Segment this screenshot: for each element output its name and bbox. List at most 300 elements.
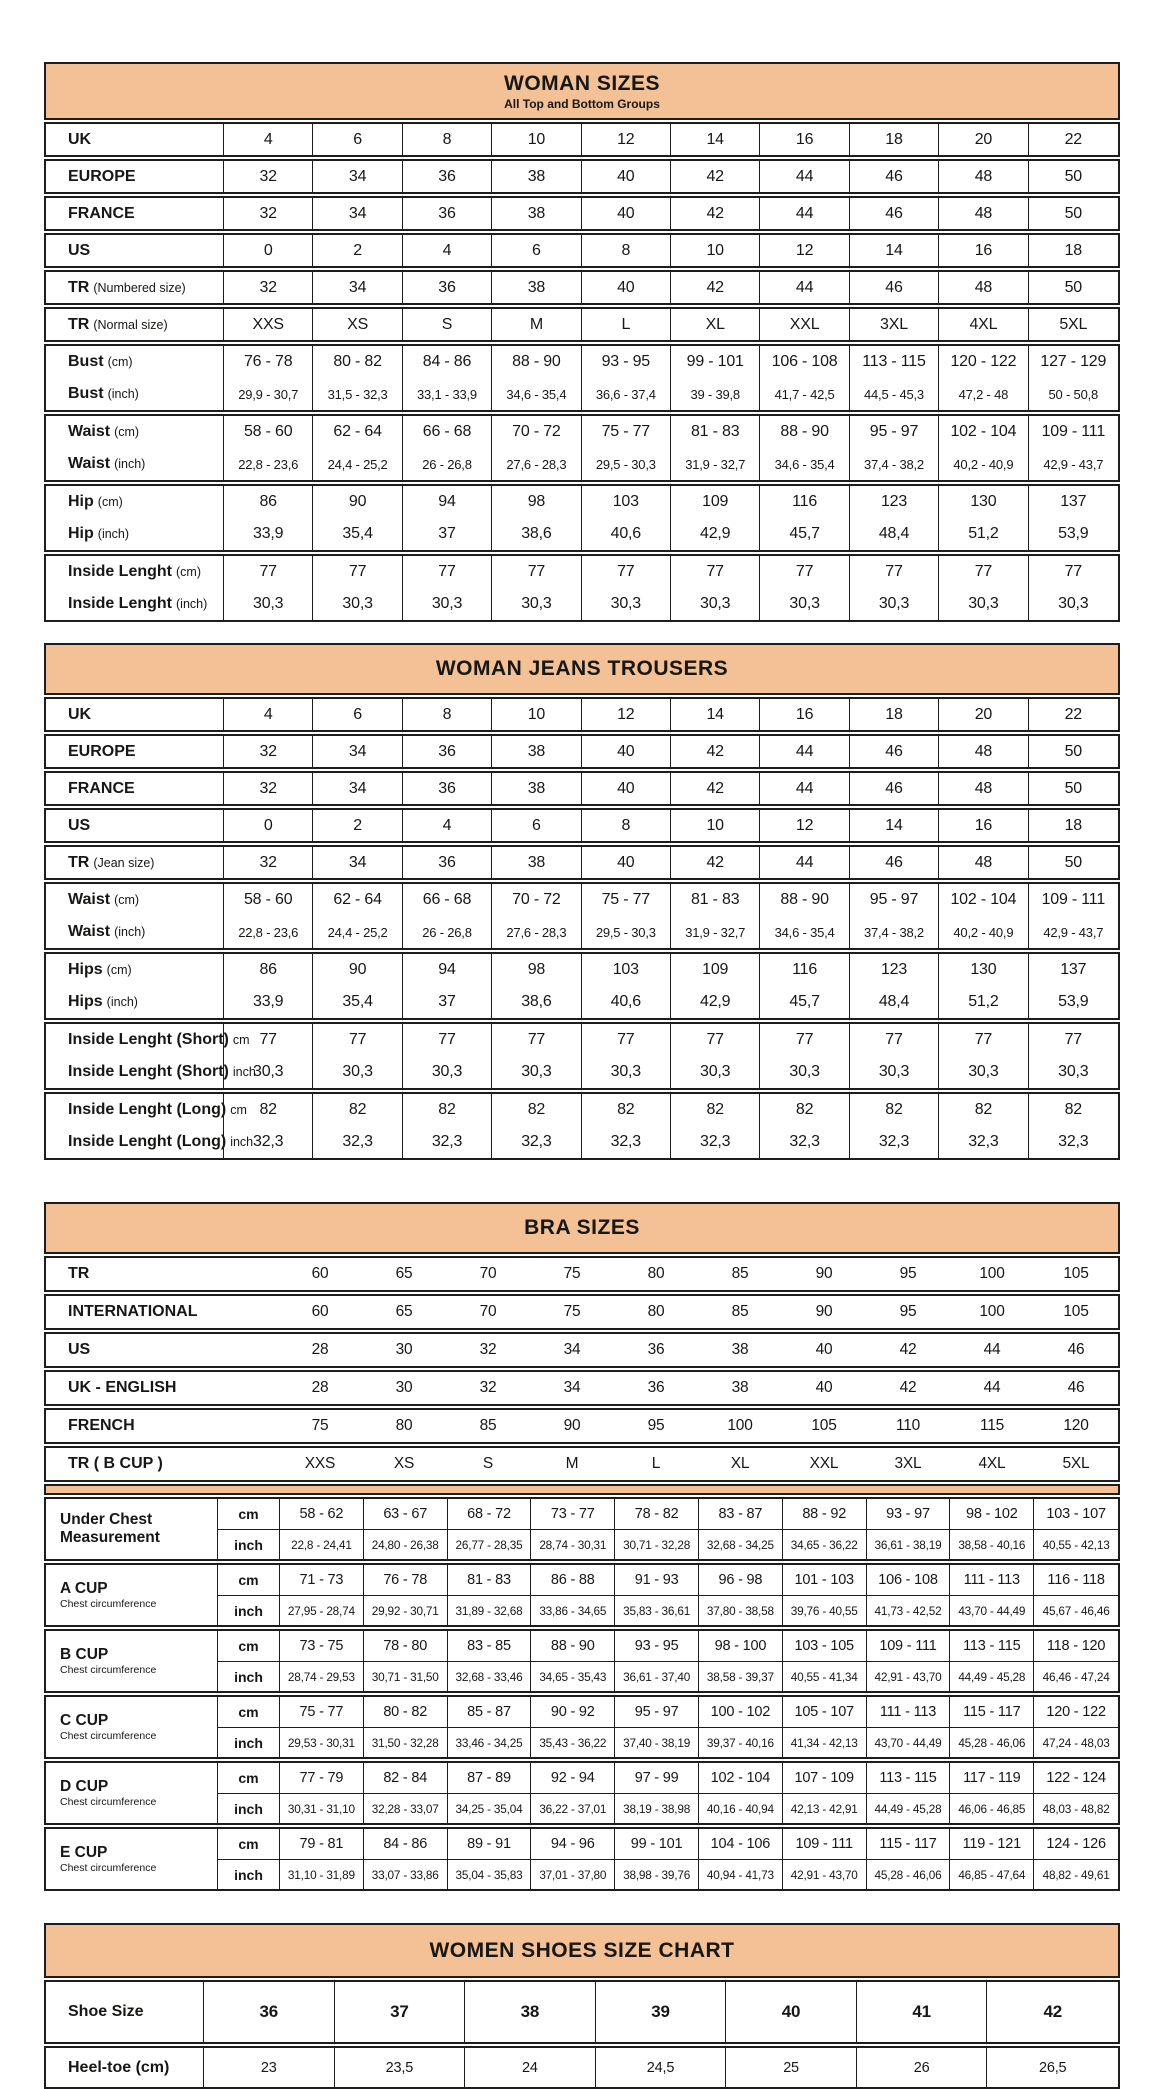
size-cell: 77 (313, 1024, 402, 1056)
row-label-unit: cm (230, 1103, 247, 1117)
row-label (46, 1697, 218, 1757)
bra-size-cell: 90 (815, 1303, 833, 1320)
bra-inch-cell: 31,50 - 32,28 (364, 1727, 448, 1757)
size-cell: 4 (224, 699, 313, 730)
row-label (46, 1334, 278, 1366)
size-cell: 40 (582, 272, 671, 303)
size-cell: 31,5 - 32,3 (313, 378, 402, 410)
size-cell: 44 (760, 161, 849, 192)
row-label-unit: inch (232, 1065, 256, 1079)
row-label-text: Hip (68, 493, 94, 510)
bra-size-cell: 36 (647, 1379, 665, 1396)
size-cell: 30,3 (939, 588, 1028, 620)
bra-cm-cell: 89 - 91 (448, 1829, 532, 1859)
row-label-text: EUROPE (68, 742, 136, 760)
row-label-unit: (inch) (97, 527, 130, 541)
size-cell: 40,6 (582, 986, 671, 1018)
bra-inch-cell: 41,34 - 42,13 (783, 1727, 867, 1757)
size-cell: 109 - 111 (1041, 423, 1106, 440)
table-row (46, 309, 1118, 340)
size-cell: 12 (582, 124, 671, 155)
size-cell: 48 (939, 198, 1028, 229)
row-label-text: Inside Lenght (68, 563, 172, 580)
size-cell: 32,3 (850, 1126, 939, 1158)
row-label-subtext: Chest circumference (60, 1598, 157, 1611)
size-cell: 48 (939, 161, 1028, 192)
size-cell: 16 (939, 810, 1028, 841)
size-cell: 42,9 (671, 518, 760, 550)
bra-size-cell: 46 (1067, 1379, 1085, 1396)
size-cell: 116 (760, 954, 849, 986)
size-cell: 42,9 - 43,7 (1043, 924, 1104, 940)
row-label-text: TR (68, 278, 90, 296)
size-cell: 30,3 (939, 1056, 1028, 1088)
size-cell: 58 - 60 (224, 416, 313, 448)
bra-cm-cell: 113 - 115 (867, 1763, 951, 1793)
row-label-text: TR (68, 1265, 90, 1282)
size-cell: 70 - 72 (492, 416, 581, 448)
size-cell: 99 - 101 (671, 346, 760, 378)
size-cell: 42 (671, 773, 760, 804)
size-cell: 6 (313, 124, 402, 155)
bra-size-cell: 90 (563, 1417, 581, 1434)
size-cell: 102 - 104 (939, 884, 1028, 916)
bra-size-cell: 65 (395, 1265, 413, 1282)
bra-cm-cell: 103 - 105 (783, 1631, 867, 1661)
row-label-text: Bust (68, 385, 104, 402)
bra-inch-cell: 38,58 - 39,37 (699, 1661, 783, 1691)
row-label-text: Inside Lenght (68, 595, 172, 612)
bra-inch-cell: 37,40 - 38,19 (615, 1727, 699, 1757)
size-cell: 46 (850, 773, 939, 804)
size-cell: 77 (671, 1024, 760, 1056)
size-cell: 53,9 (1058, 525, 1089, 542)
row-label (46, 378, 224, 410)
size-cell: 32,3 (224, 1126, 313, 1158)
size-cell: 16 (760, 124, 849, 155)
unit-cm-label: cm (218, 1763, 280, 1793)
bra-inch-cell: 35,83 - 36,61 (615, 1595, 699, 1625)
bra-inch-cell: 36,61 - 38,19 (867, 1529, 951, 1559)
woman-sizes-body (44, 122, 1120, 622)
bra-inch-cell: 37,80 - 38,58 (699, 1595, 783, 1625)
row-label (46, 1499, 218, 1559)
bra-inch-cell: 28,74 - 29,53 (280, 1661, 364, 1691)
table-row (46, 1296, 1118, 1328)
size-cell: 8 (403, 699, 492, 730)
size-row-group (44, 882, 1120, 950)
row-label-subtext: Chest circumference (60, 1664, 157, 1677)
bra-size-cell: 85 (479, 1417, 497, 1434)
size-row-group (44, 344, 1120, 412)
bra-size-row-group (44, 1256, 1120, 1292)
row-label-text: Waist (68, 423, 111, 440)
shoe-size-cell: 24,5 (596, 2048, 727, 2087)
bra-size-cell: 80 (647, 1265, 665, 1282)
bra-cm-cell: 113 - 115 (950, 1631, 1034, 1661)
size-cell: XL (671, 309, 760, 340)
size-cell: 82 (582, 1094, 671, 1126)
bra-size-cell: 34 (563, 1379, 581, 1396)
bra-cm-cell: 91 - 93 (615, 1565, 699, 1595)
size-cell: 70 - 72 (492, 884, 581, 916)
row-label (46, 198, 224, 229)
bra-cm-cell: 81 - 83 (448, 1565, 532, 1595)
table-row (46, 954, 1118, 986)
bra-inch-cell: 31,89 - 32,68 (448, 1595, 532, 1625)
table-row (46, 1372, 1118, 1404)
size-cell: 46 (850, 272, 939, 303)
bra-inch-cell: 34,25 - 35,04 (448, 1793, 532, 1823)
unit-cm-label: cm (218, 1565, 280, 1595)
size-cell: 8 (582, 810, 671, 841)
bra-sizes-title: BRA SIZES (524, 1216, 640, 1239)
size-cell: XXL (760, 309, 849, 340)
row-label-text: US (68, 241, 91, 259)
bra-size-cell: 100 (727, 1417, 753, 1434)
size-cell: 0 (224, 810, 313, 841)
shoe-size-cell: 42 (1043, 2002, 1062, 2021)
row-label (46, 1056, 256, 1088)
size-cell: 48 (939, 272, 1028, 303)
bra-inch-cell: 40,16 - 40,94 (699, 1793, 783, 1823)
size-cell: 3XL (850, 309, 939, 340)
table-row (46, 699, 1118, 730)
size-cell: 2 (313, 810, 402, 841)
size-cell: 37,4 - 38,2 (850, 448, 939, 480)
size-row-group (44, 414, 1120, 482)
bra-size-cell: 42 (899, 1341, 917, 1358)
row-label-unit: (inch) (114, 925, 146, 939)
bra-size-cell: 70 (479, 1303, 497, 1320)
size-cell: 34 (313, 736, 402, 767)
size-cell: 113 - 115 (850, 346, 939, 378)
bra-inch-cell: 48,03 - 48,82 (1034, 1793, 1118, 1823)
bra-measure-group (44, 1695, 1120, 1759)
row-label-unit: (cm) (176, 565, 201, 579)
bra-size-cell: 30 (395, 1341, 413, 1358)
bra-inch-cell: 30,71 - 31,50 (364, 1661, 448, 1691)
bra-size-cell: 105 (1063, 1303, 1089, 1320)
row-label-unit: (Numbered size) (93, 280, 186, 295)
bra-measure-group (44, 1629, 1120, 1693)
size-cell: 22,8 - 23,6 (224, 448, 313, 480)
size-cell: 90 (313, 954, 402, 986)
size-cell: 109 - 111 (1041, 891, 1106, 908)
size-cell: 50 (1064, 742, 1082, 760)
row-label-text: B CUP (60, 1645, 109, 1663)
size-row-group (44, 845, 1120, 880)
bra-cm-cell: 93 - 97 (867, 1499, 951, 1529)
size-cell: 42 (671, 272, 760, 303)
size-cell: 95 - 97 (850, 416, 939, 448)
bra-inch-cell: 44,49 - 45,28 (950, 1661, 1034, 1691)
bra-inch-cell: 40,55 - 41,34 (783, 1661, 867, 1691)
size-cell: 77 (850, 556, 939, 588)
row-label-text: Bust (68, 353, 104, 370)
table-row (46, 161, 1118, 192)
size-cell: 38 (492, 161, 581, 192)
size-cell: 4 (224, 124, 313, 155)
row-label-text: C CUP (60, 1711, 109, 1729)
row-label-unit: (cm) (106, 963, 132, 977)
size-cell: 48 (939, 773, 1028, 804)
row-label-subtext: Chest circumference (60, 1862, 157, 1875)
bra-inch-cell: 36,22 - 37,01 (531, 1793, 615, 1823)
size-cell: 37 (403, 518, 492, 550)
bra-size-cell: 100 (979, 1265, 1005, 1282)
size-cell: 77 (224, 1024, 313, 1056)
row-label (46, 1126, 254, 1158)
size-cell: 77 (671, 556, 760, 588)
size-cell: 44,5 - 45,3 (850, 378, 939, 410)
size-cell: 22,8 - 23,6 (224, 916, 313, 948)
table-row (46, 810, 1118, 841)
row-label-unit: (cm) (114, 893, 140, 907)
row-label (46, 1296, 278, 1328)
bra-size-row-group (44, 1370, 1120, 1406)
size-cell: 44 (760, 847, 849, 878)
shoe-size-cell: 23 (204, 2048, 335, 2087)
bra-cm-cell: 85 - 87 (448, 1697, 532, 1727)
row-label (46, 161, 224, 192)
size-cell: 77 (313, 556, 402, 588)
size-cell: 123 (850, 954, 939, 986)
bra-inch-cell: 38,98 - 39,76 (615, 1859, 699, 1889)
size-cell: 106 - 108 (760, 346, 849, 378)
row-label-text: EUROPE (68, 167, 136, 185)
row-label-unit: (Normal size) (93, 317, 168, 332)
bra-size-cell: 60 (311, 1303, 329, 1320)
row-label (46, 1982, 204, 2042)
size-cell: 77 (939, 556, 1028, 588)
bra-measure-group (44, 1761, 1120, 1825)
size-cell: 44 (760, 736, 849, 767)
bra-inch-cell: 36,61 - 37,40 (615, 1661, 699, 1691)
bra-inch-cell: 26,77 - 28,35 (448, 1529, 532, 1559)
size-cell: 0 (224, 235, 313, 266)
row-label-text: TR ( B CUP ) (68, 1455, 163, 1472)
table-row (46, 235, 1118, 266)
bra-size-cell: 85 (731, 1303, 749, 1320)
bra-sizes-header (44, 1202, 1120, 1254)
bra-size-row-group (44, 1408, 1120, 1444)
bra-inch-cell: 46,85 - 47,64 (950, 1859, 1034, 1889)
size-cell: 34 (313, 198, 402, 229)
bra-inch-cell: 42,91 - 43,70 (783, 1859, 867, 1889)
size-cell: 82 (760, 1094, 849, 1126)
size-cell: 82 (403, 1094, 492, 1126)
row-label-text: UK (68, 705, 92, 723)
table-row (46, 1024, 1118, 1056)
size-cell: 77 (760, 1024, 849, 1056)
size-cell: 30,3 (760, 1056, 849, 1088)
size-cell: 94 (403, 954, 492, 986)
size-cell: 4 (403, 235, 492, 266)
size-cell: 24,4 - 25,2 (313, 448, 402, 480)
bra-size-cell: 44 (983, 1341, 1001, 1358)
bra-inch-cell: 42,13 - 42,91 (783, 1793, 867, 1823)
bra-inch-cell: 39,76 - 40,55 (783, 1595, 867, 1625)
row-label (46, 916, 224, 948)
bra-measure-group (44, 1563, 1120, 1627)
size-cell: 42,9 (671, 986, 760, 1018)
size-cell: 36 (403, 773, 492, 804)
table-row (46, 378, 1118, 410)
row-label (46, 1372, 278, 1404)
size-cell: 48,4 (850, 986, 939, 1018)
row-label (46, 518, 224, 550)
size-cell: 38 (492, 773, 581, 804)
size-cell: 14 (850, 810, 939, 841)
row-label-text: Inside Lenght (Short) (68, 1031, 229, 1048)
bra-inch-cell: 33,07 - 33,86 (364, 1859, 448, 1889)
bra-cm-cell: 92 - 94 (531, 1763, 615, 1793)
bra-size-cell: 95 (899, 1265, 917, 1282)
size-cell: 81 - 83 (671, 884, 760, 916)
woman-sizes-header (44, 62, 1120, 120)
row-label-unit: (inch) (106, 995, 138, 1009)
bra-inch-cell: 29,53 - 30,31 (280, 1727, 364, 1757)
bra-size-cell: 95 (647, 1417, 665, 1434)
bra-size-cell: 28 (311, 1341, 329, 1358)
size-cell: 26 - 26,8 (403, 916, 492, 948)
row-label-text: Inside Lenght (Long) (68, 1133, 227, 1150)
row-label-text: UK - ENGLISH (68, 1379, 177, 1396)
bra-inch-cell: 46,46 - 47,24 (1034, 1661, 1118, 1691)
bra-inch-cell: 45,28 - 46,06 (950, 1727, 1034, 1757)
size-cell: 82 (224, 1094, 313, 1126)
row-label-text: E CUP (60, 1843, 108, 1861)
woman-jeans-header (44, 643, 1120, 695)
size-cell: 51,2 (939, 518, 1028, 550)
size-cell: 32,3 (671, 1126, 760, 1158)
shoe-size-cell: 40 (726, 1982, 857, 2042)
size-cell: 46 (850, 847, 939, 878)
size-cell: 32,3 (492, 1126, 581, 1158)
bra-inch-cell: 47,24 - 48,03 (1034, 1727, 1118, 1757)
size-cell: 86 (224, 486, 313, 518)
bra-section-divider (44, 1484, 1120, 1495)
row-label-text: FRENCH (68, 1417, 135, 1434)
row-label (46, 2048, 204, 2087)
bra-measure-group (44, 1497, 1120, 1561)
bra-size-cell: 40 (815, 1379, 833, 1396)
row-label-text: FRANCE (68, 204, 135, 222)
bra-inch-cell: 46,06 - 46,85 (950, 1793, 1034, 1823)
bra-cm-cell: 97 - 99 (615, 1763, 699, 1793)
size-cell: 58 - 60 (224, 884, 313, 916)
size-cell: 30,3 (224, 588, 313, 620)
bra-size-cell: XXS (304, 1455, 336, 1472)
size-cell: 36 (403, 736, 492, 767)
size-cell: 30,3 (671, 1056, 760, 1088)
size-cell: 32,3 (1058, 1133, 1089, 1150)
shoes-row-group (44, 1980, 1120, 2044)
bra-cm-cell: 109 - 111 (867, 1631, 951, 1661)
bra-cm-cell: 102 - 104 (699, 1763, 783, 1793)
row-label-text: D CUP (60, 1777, 109, 1795)
bra-sizes-table (44, 1202, 1120, 1891)
bra-cm-cell: 71 - 73 (280, 1565, 364, 1595)
bra-cm-cell: 111 - 113 (950, 1565, 1034, 1595)
size-cell: 41,7 - 42,5 (760, 378, 849, 410)
row-label (46, 1094, 247, 1126)
size-cell: 77 (582, 556, 671, 588)
size-cell: 40 (582, 847, 671, 878)
size-cell: 18 (1064, 816, 1082, 834)
bra-inch-cell: 33,86 - 34,65 (531, 1595, 615, 1625)
size-cell: 103 (582, 954, 671, 986)
size-row-group (44, 1092, 1120, 1160)
size-cell: 32,3 (582, 1126, 671, 1158)
size-cell: 36 (403, 272, 492, 303)
bra-size-cell: 34 (563, 1341, 581, 1358)
size-cell: 5XL (1059, 315, 1088, 333)
bra-cm-cell: 95 - 97 (615, 1697, 699, 1727)
bra-size-cell: L (651, 1455, 661, 1472)
size-cell: 14 (671, 124, 760, 155)
row-label (46, 1258, 278, 1290)
bra-inch-cell: 34,65 - 36,22 (783, 1529, 867, 1559)
woman-sizes-subtitle: All Top and Bottom Groups (504, 96, 660, 111)
bra-size-cell: 70 (479, 1265, 497, 1282)
size-cell: 39 - 39,8 (671, 378, 760, 410)
row-label-text: FRANCE (68, 779, 135, 797)
size-cell: 77 (1064, 1031, 1082, 1048)
row-label-text: Waist (68, 923, 111, 940)
size-cell: 8 (403, 124, 492, 155)
size-cell: 30,3 (582, 1056, 671, 1088)
size-cell: 18 (850, 699, 939, 730)
size-cell: 16 (939, 235, 1028, 266)
row-label (46, 272, 224, 303)
size-cell: 10 (671, 235, 760, 266)
size-cell: 50 (1064, 779, 1082, 797)
bra-size-cell: 95 (899, 1303, 917, 1320)
bra-cm-cell: 93 - 95 (615, 1631, 699, 1661)
row-label (46, 1024, 250, 1056)
bra-size-cell: 80 (395, 1417, 413, 1434)
table-row (46, 198, 1118, 229)
bra-measure-body (44, 1497, 1120, 1891)
size-cell: 82 (1064, 1101, 1082, 1118)
size-cell: 30,3 (1058, 595, 1089, 612)
bra-size-cell: 38 (731, 1341, 749, 1358)
table-row (46, 1056, 1118, 1088)
size-cell: 81 - 83 (671, 416, 760, 448)
size-cell: 95 - 97 (850, 884, 939, 916)
bra-cm-cell: 87 - 89 (448, 1763, 532, 1793)
table-row (46, 124, 1118, 155)
unit-inch-label: inch (218, 1793, 280, 1823)
size-chart-document (44, 0, 1120, 2089)
size-cell: 26 - 26,8 (403, 448, 492, 480)
unit-inch-label: inch (218, 1727, 280, 1757)
woman-sizes-title: WOMAN SIZES (504, 71, 660, 95)
bra-inch-cell: 30,71 - 32,28 (615, 1529, 699, 1559)
row-label (46, 954, 224, 986)
bra-cm-cell: 88 - 92 (783, 1499, 867, 1529)
bra-size-cell: S (482, 1455, 494, 1472)
size-row-group (44, 122, 1120, 157)
shoe-size-cell: 24 (465, 2048, 596, 2087)
bra-inch-cell: 35,04 - 35,83 (448, 1859, 532, 1889)
size-cell: 45,7 (760, 986, 849, 1018)
bra-size-cell: M (565, 1455, 579, 1472)
row-label-text: Waist (68, 891, 111, 908)
size-cell: 86 (224, 954, 313, 986)
